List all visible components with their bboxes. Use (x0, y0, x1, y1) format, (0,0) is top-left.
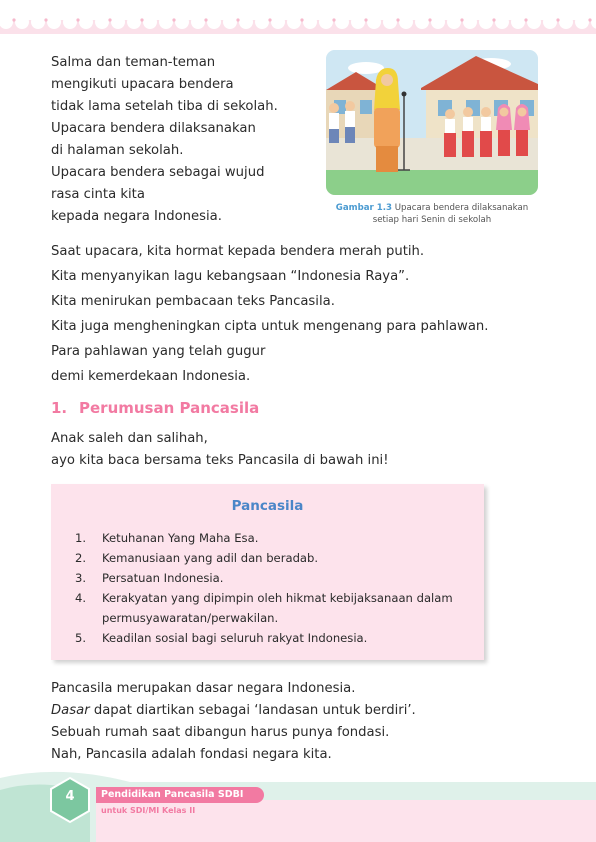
list-item (75, 528, 475, 548)
list-item (75, 588, 475, 628)
figure-caption (326, 202, 538, 226)
list-item-text: Keadilan sosial bagi seluruh rakyat Indonesia. (102, 631, 368, 645)
list-item (75, 628, 475, 648)
figure-caption-line2: setiap hari Senin di sekolah (372, 215, 492, 225)
list-item-text: Persatuan Indonesia. (102, 571, 224, 585)
closing-line: Pancasila merupakan dasar negara Indonesia. (51, 681, 356, 696)
body-line: Para pahlawan yang telah gugur (51, 344, 266, 359)
section-intro-line: Anak saleh dan salihah, (51, 431, 208, 446)
figure-caption-line1: Upacara bendera dilaksanakan (394, 203, 529, 213)
list-item-number: 3. (75, 571, 87, 585)
closing-line-rest: dapat diartikan sebagai ‘landasan untuk berdiri’. (89, 703, 416, 718)
flag-ceremony-image (326, 50, 538, 195)
section-intro-line: ayo kita baca bersama teks Pancasila di bawah ini! (51, 453, 389, 468)
list-item-number: 5. (75, 631, 87, 645)
list-item (75, 568, 475, 588)
list-item-number: 2. (75, 551, 87, 565)
top-decorative-band (0, 0, 596, 34)
intro-line: di halaman sekolah. (51, 143, 184, 158)
section-number: 1. (51, 399, 68, 417)
closing-paragraph (51, 678, 551, 766)
body-paragraph (51, 239, 551, 389)
intro-line: rasa cinta kita (51, 187, 145, 202)
page-number: 4 (65, 789, 75, 804)
body-line: Kita menirukan pembacaan teks Pancasila. (51, 294, 335, 309)
intro-line: mengikuti upacara bendera (51, 77, 234, 92)
pancasila-list (75, 528, 475, 648)
intro-line: Salma dan teman-teman (51, 55, 216, 70)
flag-ceremony-illustration (326, 50, 538, 195)
book-title: Pendidikan Pancasila SDBI (96, 787, 264, 803)
body-line: demi kemerdekaan Indonesia. (51, 369, 251, 384)
closing-line: Sebuah rumah saat dibangun harus punya fondasi. (51, 725, 390, 740)
closing-line: Nah, Pancasila adalah fondasi negara kita. (51, 747, 332, 762)
intro-line: tidak lama setelah tiba di sekolah. (51, 99, 278, 114)
list-item-text: Ketuhanan Yang Maha Esa. (102, 531, 259, 545)
list-item-number: 4. (75, 591, 87, 605)
intro-line: Upacara bendera dilaksanakan (51, 121, 256, 136)
list-item-text: Kerakyatan yang dipimpin oleh hikmat kebijaksanaan dalam permusyawaratan/perwakilan. (102, 591, 453, 625)
body-line: Kita juga mengheningkan cipta untuk mengenang para pahlawan. (51, 319, 489, 334)
pancasila-box-title: Pancasila (231, 498, 304, 514)
section-intro (51, 428, 551, 472)
section-heading (51, 399, 259, 417)
list-item-text: Kemanusiaan yang adil dan beradab. (102, 551, 319, 565)
body-line: Kita menyanyikan lagu kebangsaan “Indonesia Raya”. (51, 269, 410, 284)
figure-label: Gambar 1.3 (335, 203, 392, 213)
intro-paragraph (51, 52, 321, 228)
emphasis-word: Dasar (51, 703, 90, 718)
scallop-border-icon (0, 12, 596, 34)
closing-line (51, 700, 551, 722)
body-line: Saat upacara, kita hormat kepada bendera merah putih. (51, 244, 425, 259)
list-item-number: 1. (75, 531, 87, 545)
book-subtitle: untuk SDI/MI Kelas II (101, 806, 196, 815)
section-title-text: Perumusan Pancasila (79, 399, 260, 417)
list-item (75, 548, 475, 568)
intro-line: Upacara bendera sebagai wujud (51, 165, 265, 180)
intro-line: kepada negara Indonesia. (51, 209, 222, 224)
pancasila-box (51, 484, 484, 660)
